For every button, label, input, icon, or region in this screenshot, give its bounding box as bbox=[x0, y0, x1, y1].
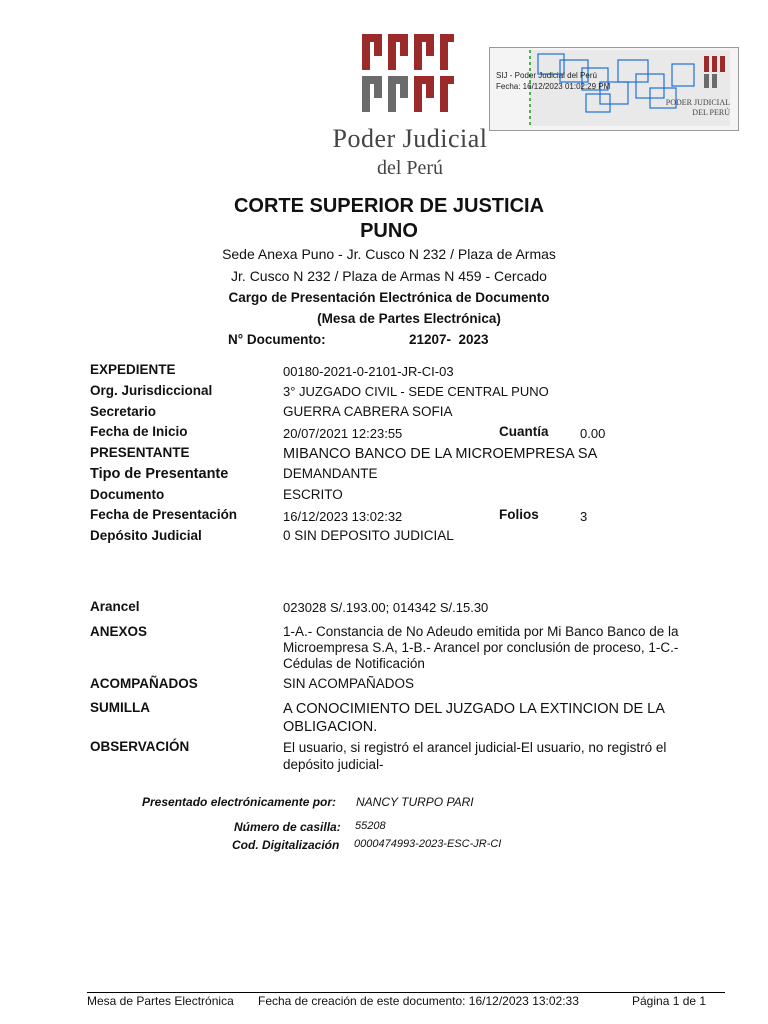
cargo-title: Cargo de Presentación Electrónica de Documento bbox=[228, 290, 550, 305]
fecha-presentacion-value: 16/12/2023 13:02:32 bbox=[283, 509, 403, 524]
court-title-line2: PUNO bbox=[360, 220, 418, 242]
casilla-label: Número de casilla: bbox=[234, 820, 341, 834]
digital-signature-stamp bbox=[489, 47, 739, 131]
sumilla-value: A CONOCIMIENTO DEL JUZGADO LA EXTINCION DE LA OBLIGACION. bbox=[283, 701, 665, 735]
org-jurisdiccional-value: 3° JUZGADO CIVIL - SEDE CENTRAL PUNO bbox=[283, 384, 549, 399]
tipo-presentante-label: Tipo de Presentante bbox=[90, 466, 229, 482]
poder-judicial-logo bbox=[358, 30, 458, 114]
footer-left: Mesa de Partes Electrónica bbox=[87, 994, 234, 1008]
stamp-text bbox=[496, 70, 610, 92]
expediente-value: 00180-2021-0-2101-JR-CI-03 bbox=[283, 364, 454, 379]
presentado-label: Presentado electrónicamente por: bbox=[142, 795, 337, 809]
expediente-label: EXPEDIENTE bbox=[90, 362, 176, 377]
document-number-value: 21207- 2023 bbox=[409, 332, 489, 347]
deposito-judicial-label: Depósito Judicial bbox=[90, 528, 202, 543]
tipo-presentante-value: DEMANDANTE bbox=[283, 466, 378, 481]
footer-middle: Fecha de creación de este documento: 16/12/2023 13:02:33 bbox=[258, 994, 579, 1008]
presentado-value: NANCY TURPO PARI bbox=[356, 795, 474, 809]
anexos-value: 1-A.- Constancia de No Adeudo emitida por Mi Banco Banco de la Microempresa S.A, 1-B.- Arancel por conclusión de proceso, 1-C.- Cédulas de Notificación bbox=[283, 624, 679, 671]
stamp-text-line2: Fecha: 16/12/2023 01:02:29 PM bbox=[496, 82, 611, 91]
observacion-label: OBSERVACIÓN bbox=[90, 739, 190, 754]
address-line2: Jr. Cusco N 232 / Plaza de Armas N 459 - Cercado bbox=[231, 268, 547, 284]
org-jurisdiccional-label: Org. Jurisdiccional bbox=[90, 383, 213, 398]
deposito-judicial-value: 0 SIN DEPOSITO JUDICIAL bbox=[283, 528, 454, 543]
org-name-line2: del Perú bbox=[376, 157, 444, 179]
footer-page-number: Página 1 de 1 bbox=[632, 994, 707, 1008]
casilla-value: 55208 bbox=[355, 820, 386, 832]
cuantia-label: Cuantía bbox=[499, 424, 549, 439]
fecha-inicio-value: 20/07/2021 12:23:55 bbox=[283, 426, 403, 441]
documento-label: Documento bbox=[90, 487, 165, 502]
presentante-value: MIBANCO BANCO DE LA MICROEMPRESA SA bbox=[283, 446, 598, 462]
stamp-logo-line1: PODER JUDICIAL bbox=[665, 98, 730, 107]
secretario-label: Secretario bbox=[90, 404, 157, 419]
cod-digitalizacion-label: Cod. Digitalización bbox=[232, 838, 340, 852]
cod-digitalizacion-value: 0000474993-2023-ESC-JR-CI bbox=[354, 838, 502, 850]
observacion-value: El usuario, si registró el arancel judicial-El usuario, no registró el depósito judicial- bbox=[283, 740, 667, 772]
footer-divider bbox=[87, 992, 725, 993]
document-number-label: N° Documento: bbox=[228, 332, 326, 347]
cuantia-value: 0.00 bbox=[580, 426, 606, 441]
fecha-inicio-label: Fecha de Inicio bbox=[90, 424, 188, 439]
cargo-subtitle: (Mesa de Partes Electrónica) bbox=[317, 311, 501, 326]
address-line1: Sede Anexa Puno - Jr. Cusco N 232 / Plaza de Armas bbox=[222, 246, 556, 262]
sumilla-label: SUMILLA bbox=[90, 700, 150, 715]
fecha-presentacion-label: Fecha de Presentación bbox=[90, 507, 238, 522]
secretario-value: GUERRA CABRERA SOFIA bbox=[283, 404, 453, 419]
org-name-line1: Poder Judicial bbox=[332, 124, 488, 153]
arancel-label: Arancel bbox=[90, 599, 140, 614]
presentante-label: PRESENTANTE bbox=[90, 445, 190, 460]
org-name bbox=[300, 126, 520, 178]
stamp-logo-text bbox=[666, 98, 730, 118]
court-title-line1: CORTE SUPERIOR DE JUSTICIA bbox=[233, 195, 545, 217]
folios-value: 3 bbox=[580, 509, 588, 524]
anexos-label: ANEXOS bbox=[90, 624, 148, 639]
folios-label: Folios bbox=[499, 507, 539, 522]
arancel-value: 023028 S/.193.00; 014342 S/.15.30 bbox=[283, 600, 489, 615]
documento-value: ESCRITO bbox=[283, 487, 343, 502]
acompanados-value: SIN ACOMPAÑADOS bbox=[283, 676, 415, 691]
stamp-text-line1: SIJ - Poder Judicial del Perú bbox=[496, 71, 597, 80]
stamp-logo-line2: DEL PERÚ bbox=[692, 108, 730, 117]
acompanados-label: ACOMPAÑADOS bbox=[90, 676, 198, 691]
